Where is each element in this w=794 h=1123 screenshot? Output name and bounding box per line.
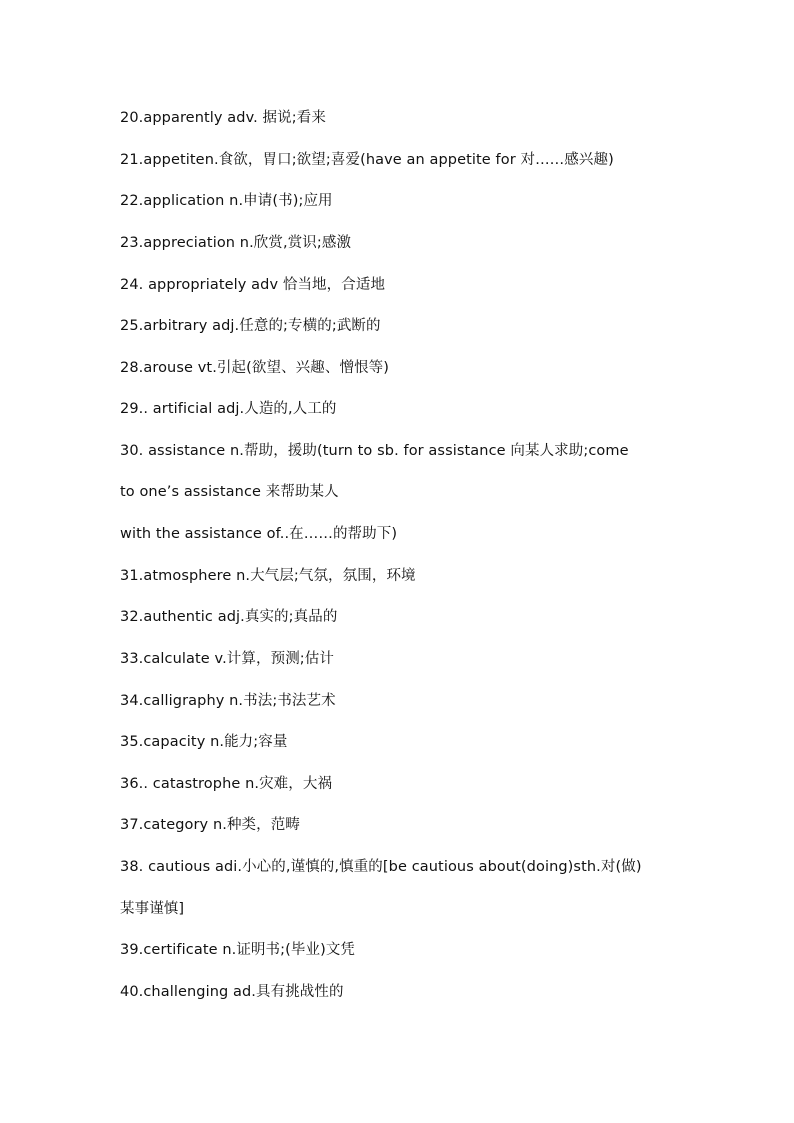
vocab-entry-30: 30. assistance n.帮助，援助(turn to sb. for assistance 向某人求助;come bbox=[120, 443, 629, 459]
vocab-entry-24: 24. appropriately adv 恰当地，合适地 bbox=[120, 277, 386, 293]
vocab-entry-20: 20.apparently adv. 据说;看来 bbox=[120, 110, 326, 126]
vocab-entry-34: 34.calligraphy n.书法;书法艺术 bbox=[120, 693, 336, 709]
vocab-entry-28: 28.arouse vt.引起(欲望、兴趣、憎恨等) bbox=[120, 360, 390, 376]
vocab-entry-21: 21.appetiten.食欲，胃口;欲望;喜爱(have an appetite for 对……感兴趣) bbox=[120, 152, 614, 168]
vocab-entry-38: 38. cautious adi.小心的,谨慎的,慎重的[be cautious about(doing)sth.对(做) bbox=[120, 859, 642, 875]
vocab-entry-22: 22.application n.申请(书);应用 bbox=[120, 193, 333, 209]
vocab-entry-29: 29.. artificial adj.人造的,人工的 bbox=[120, 401, 337, 417]
vocab-entry-23: 23.appreciation n.欣赏,赏识;感激 bbox=[120, 235, 352, 251]
vocab-entry-38-cont: 某事谨慎] bbox=[120, 901, 185, 917]
vocab-entry-30-cont-2: with the assistance of..在……的帮助下) bbox=[120, 526, 398, 542]
vocab-entry-39: 39.certificate n.证明书;(毕业)文凭 bbox=[120, 942, 356, 958]
vocab-entry-36: 36.. catastrophe n.灾难，大祸 bbox=[120, 776, 333, 792]
vocab-entry-35: 35.capacity n.能力;容量 bbox=[120, 734, 288, 750]
vocab-entry-25: 25.arbitrary adj.任意的;专横的;武断的 bbox=[120, 318, 381, 334]
vocab-entry-31: 31.atmosphere n.大气层;气氛，氛围，环境 bbox=[120, 568, 416, 584]
vocab-entry-30-cont-1: to one’s assistance 来帮助某人 bbox=[120, 484, 339, 500]
vocab-entry-37: 37.category n.种类，范畴 bbox=[120, 817, 300, 833]
vocab-entry-40: 40.challenging ad.具有挑战性的 bbox=[120, 984, 344, 1000]
vocab-entry-33: 33.calculate v.计算，预测;估计 bbox=[120, 651, 334, 667]
vocab-entry-32: 32.authentic adj.真实的;真品的 bbox=[120, 609, 338, 625]
